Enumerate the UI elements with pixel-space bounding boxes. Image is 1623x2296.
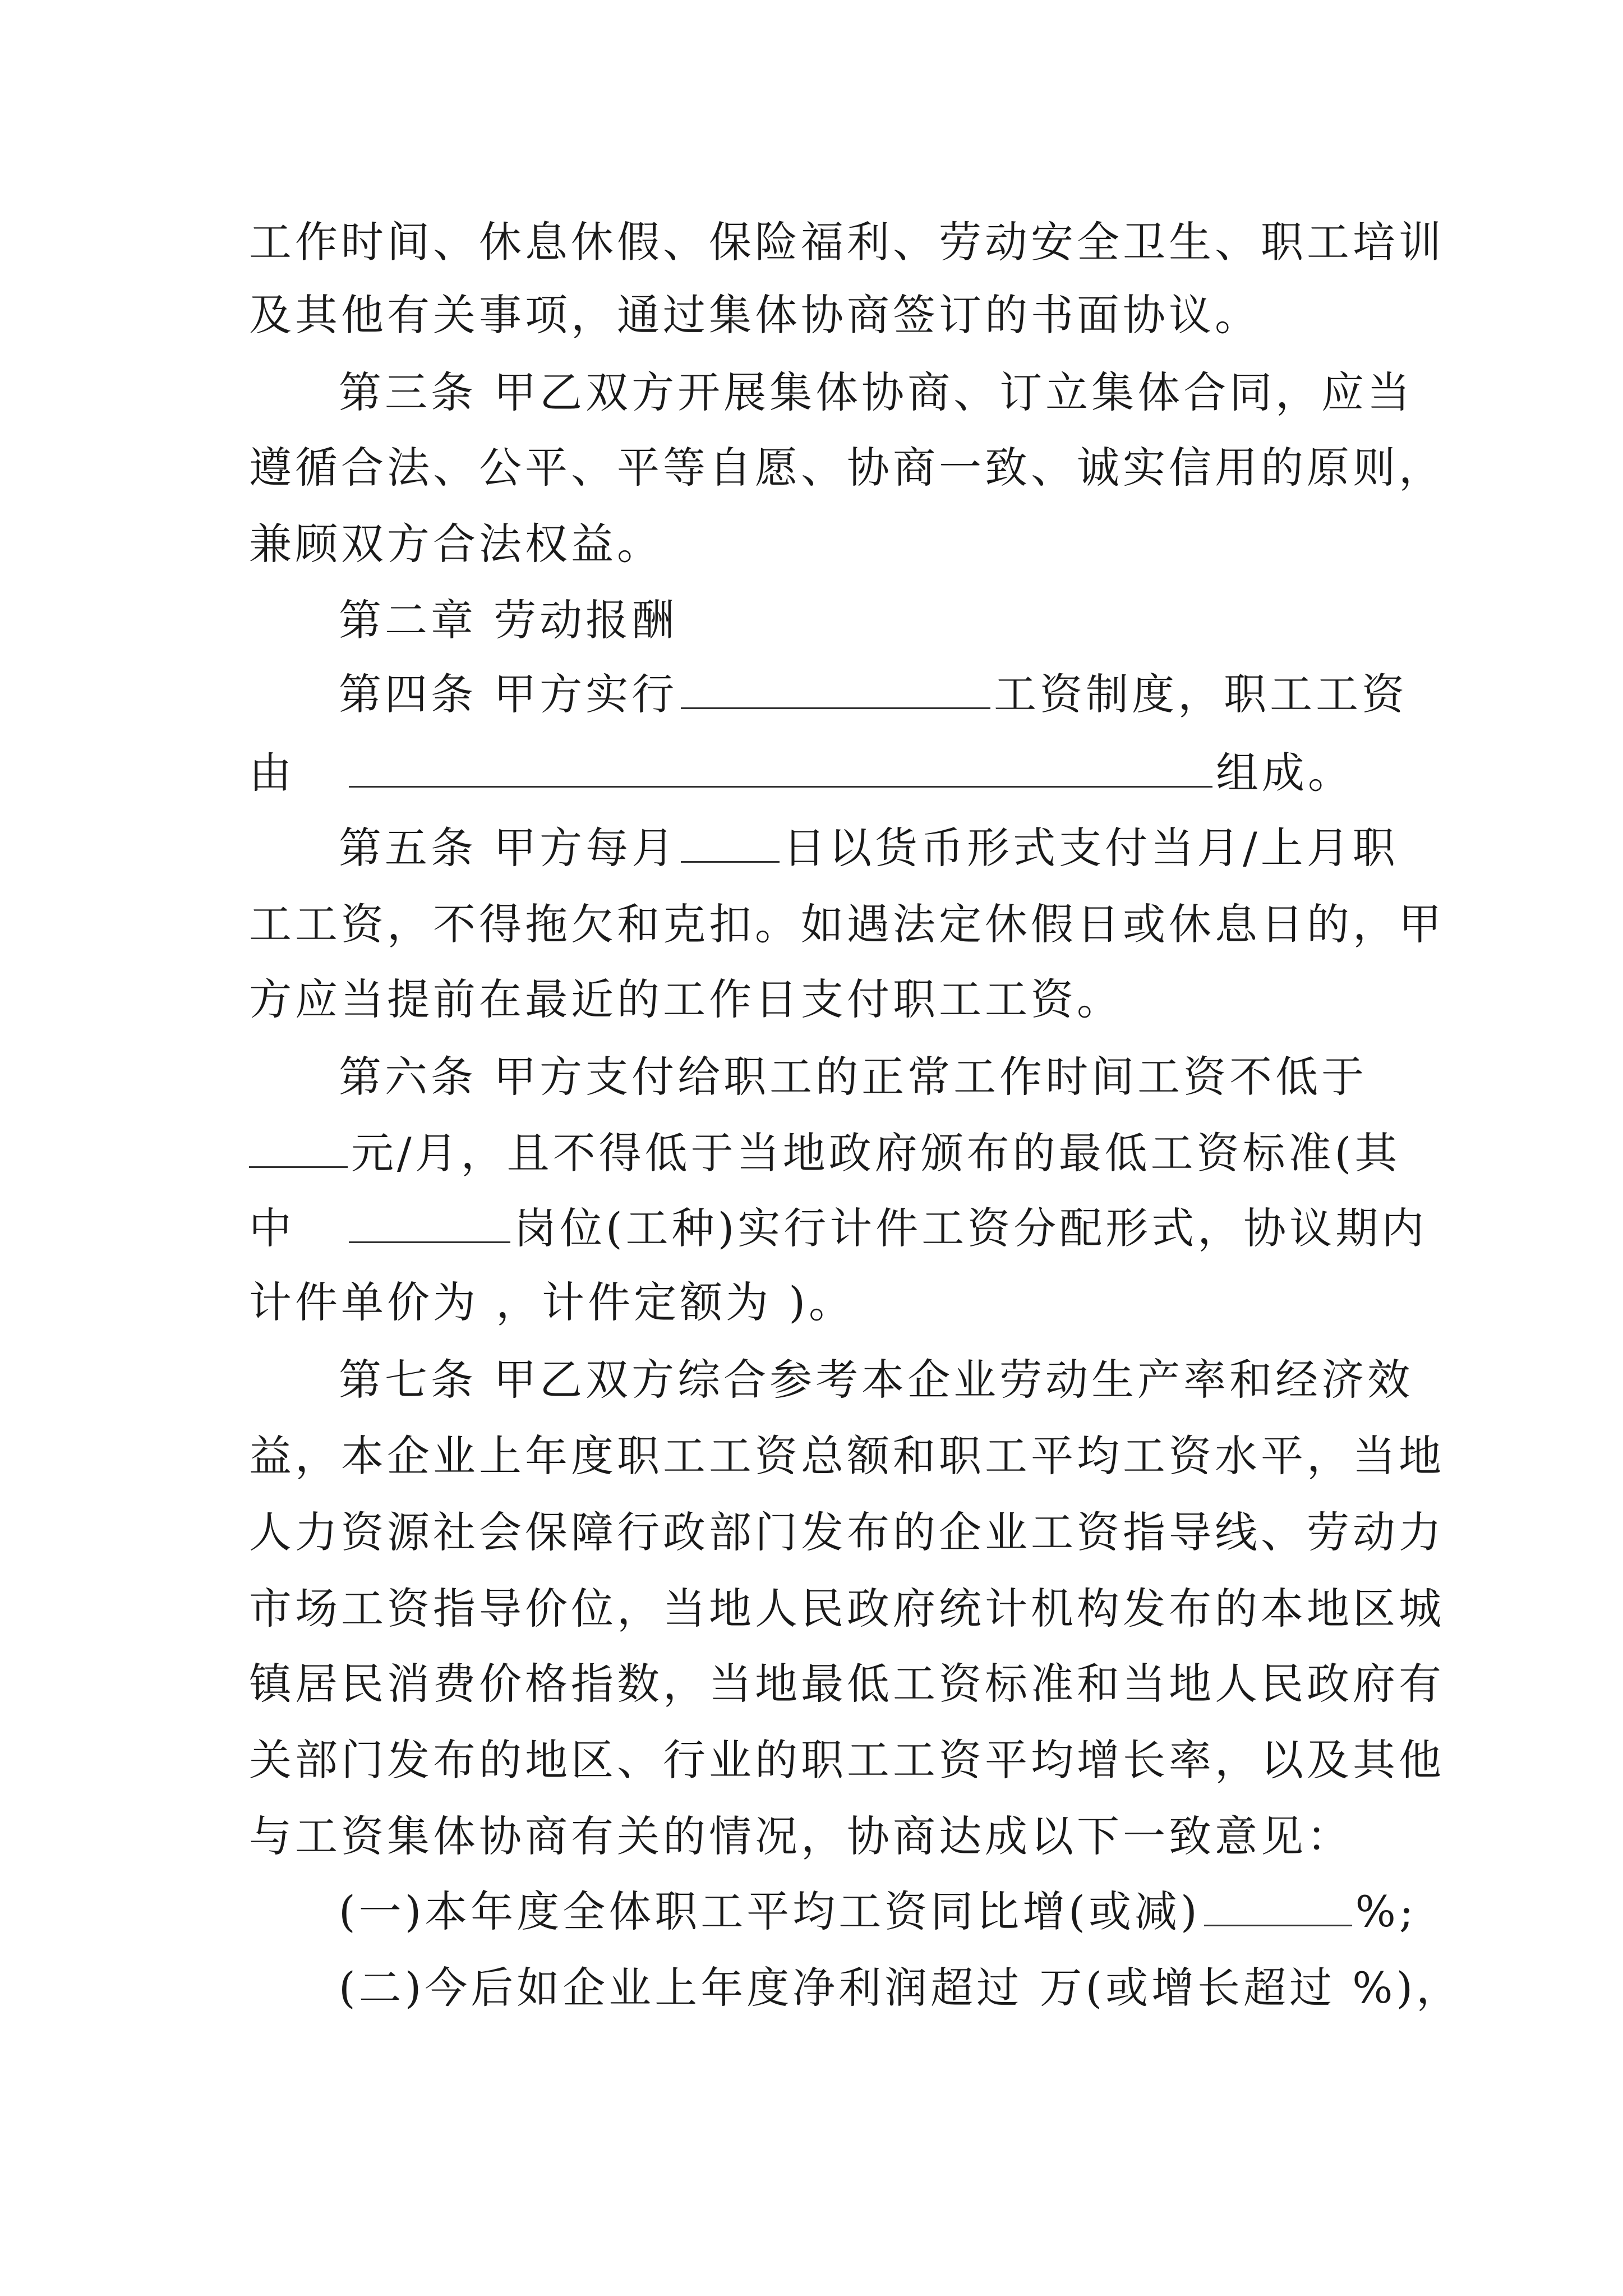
text-line	[249, 739, 1354, 807]
line-text: 元/月，且不得低于当地政府颁布的最低工资标准(其	[351, 1128, 1401, 1178]
line-text: 工资制度，职工工资	[994, 669, 1408, 719]
text-line	[249, 510, 663, 578]
chapter-2-title	[339, 587, 677, 654]
line-text: 第三条 甲乙双方开展集体协商、订立集体合同，应当	[339, 367, 1414, 417]
line-text: 市场工资指导价位，当地人民政府统计机构发布的本地区城	[249, 1584, 1445, 1634]
text-line	[249, 1575, 1445, 1642]
text-line	[249, 891, 1445, 958]
line-text: 工工资，不得拖欠和克扣。如遇法定休假日或休息日的，甲	[249, 899, 1445, 949]
article-5-line	[339, 815, 1399, 882]
line-text: 兼顾双方合法权益。	[249, 519, 663, 569]
line-text: 镇居民消费价格指数，当地最低工资标准和当地人民政府有	[249, 1659, 1445, 1709]
text-line	[249, 1120, 1400, 1187]
fill-in-blank-position	[349, 1204, 510, 1243]
item-2-line	[339, 1954, 1462, 2022]
line-text: 遵循合法、公平、平等自愿、协商一致、诚实信用的原则，	[249, 443, 1445, 493]
line-text: 人力资源社会保障行政部门发布的企业工资指导线、劳动力	[249, 1507, 1445, 1557]
line-text: 及其他有关事项，通过集体协商签订的书面协议。	[249, 290, 1261, 340]
fill-in-blank-wage-change	[1204, 1888, 1352, 1926]
line-text: 第七条 甲乙双方综合参考本企业劳动生产率和经济效	[339, 1355, 1414, 1405]
line-text: 日以货币形式支付当月/上月职	[783, 823, 1399, 873]
text-line	[249, 434, 1445, 501]
line-text: (二)今后如企业上年度净利润超过 万(或增长超过 %)，	[339, 1963, 1463, 2013]
line-text: 第五条 甲方每月	[339, 823, 678, 873]
article-4-line	[339, 661, 1408, 728]
line-text: 计件单价为 ，计件定额为 )。	[249, 1277, 855, 1327]
text-line	[249, 282, 1261, 349]
line-text: 由	[249, 748, 295, 798]
article-3-heading-line	[339, 359, 1413, 426]
fill-in-blank-wage-system	[681, 670, 990, 709]
item-1-line	[339, 1878, 1417, 1945]
text-line	[249, 1423, 1445, 1490]
line-text: 第四条 甲方实行	[339, 669, 678, 719]
text-line	[249, 209, 1445, 276]
line-text: 与工资集体协商有关的情况，协商达成以下一致意见：	[249, 1811, 1353, 1861]
line-text: 益，本企业上年度职工工资总额和职工平均工资水平，当地	[249, 1431, 1445, 1481]
fill-in-blank-pay-day	[681, 824, 780, 863]
text-line	[249, 1499, 1445, 1566]
line-text: 第二章 劳动报酬	[339, 595, 678, 645]
line-text: %;	[1355, 1887, 1417, 1936]
text-line	[249, 1269, 855, 1336]
article-6-line	[339, 1043, 1367, 1111]
text-line	[249, 1195, 1427, 1262]
text-line	[249, 966, 1123, 1033]
article-7-line	[339, 1346, 1413, 1414]
line-text: 第六条 甲方支付给职工的正常工作时间工资不低于	[339, 1052, 1368, 1102]
line-text: 工作时间、休息休假、保险福利、劳动安全卫生、职工培训	[249, 217, 1445, 267]
line-text: 中	[249, 1203, 295, 1253]
line-text: 组成。	[1216, 748, 1354, 798]
line-text: (一)本年度全体职工平均工资同比增(或减)	[339, 1887, 1201, 1936]
line-text: 岗位(工种)实行计件工资分配形式，协议期内	[514, 1203, 1428, 1253]
fill-in-blank-minimum-wage	[249, 1129, 348, 1168]
line-text: 方应当提前在最近的工作日支付职工工资。	[249, 974, 1123, 1024]
text-line	[249, 1727, 1445, 1794]
text-line	[249, 1803, 1353, 1870]
line-text: 关部门发布的地区、行业的职工工资平均增长率，以及其他	[249, 1735, 1445, 1785]
fill-in-blank-wage-components	[349, 749, 1212, 788]
text-line	[249, 1650, 1445, 1718]
